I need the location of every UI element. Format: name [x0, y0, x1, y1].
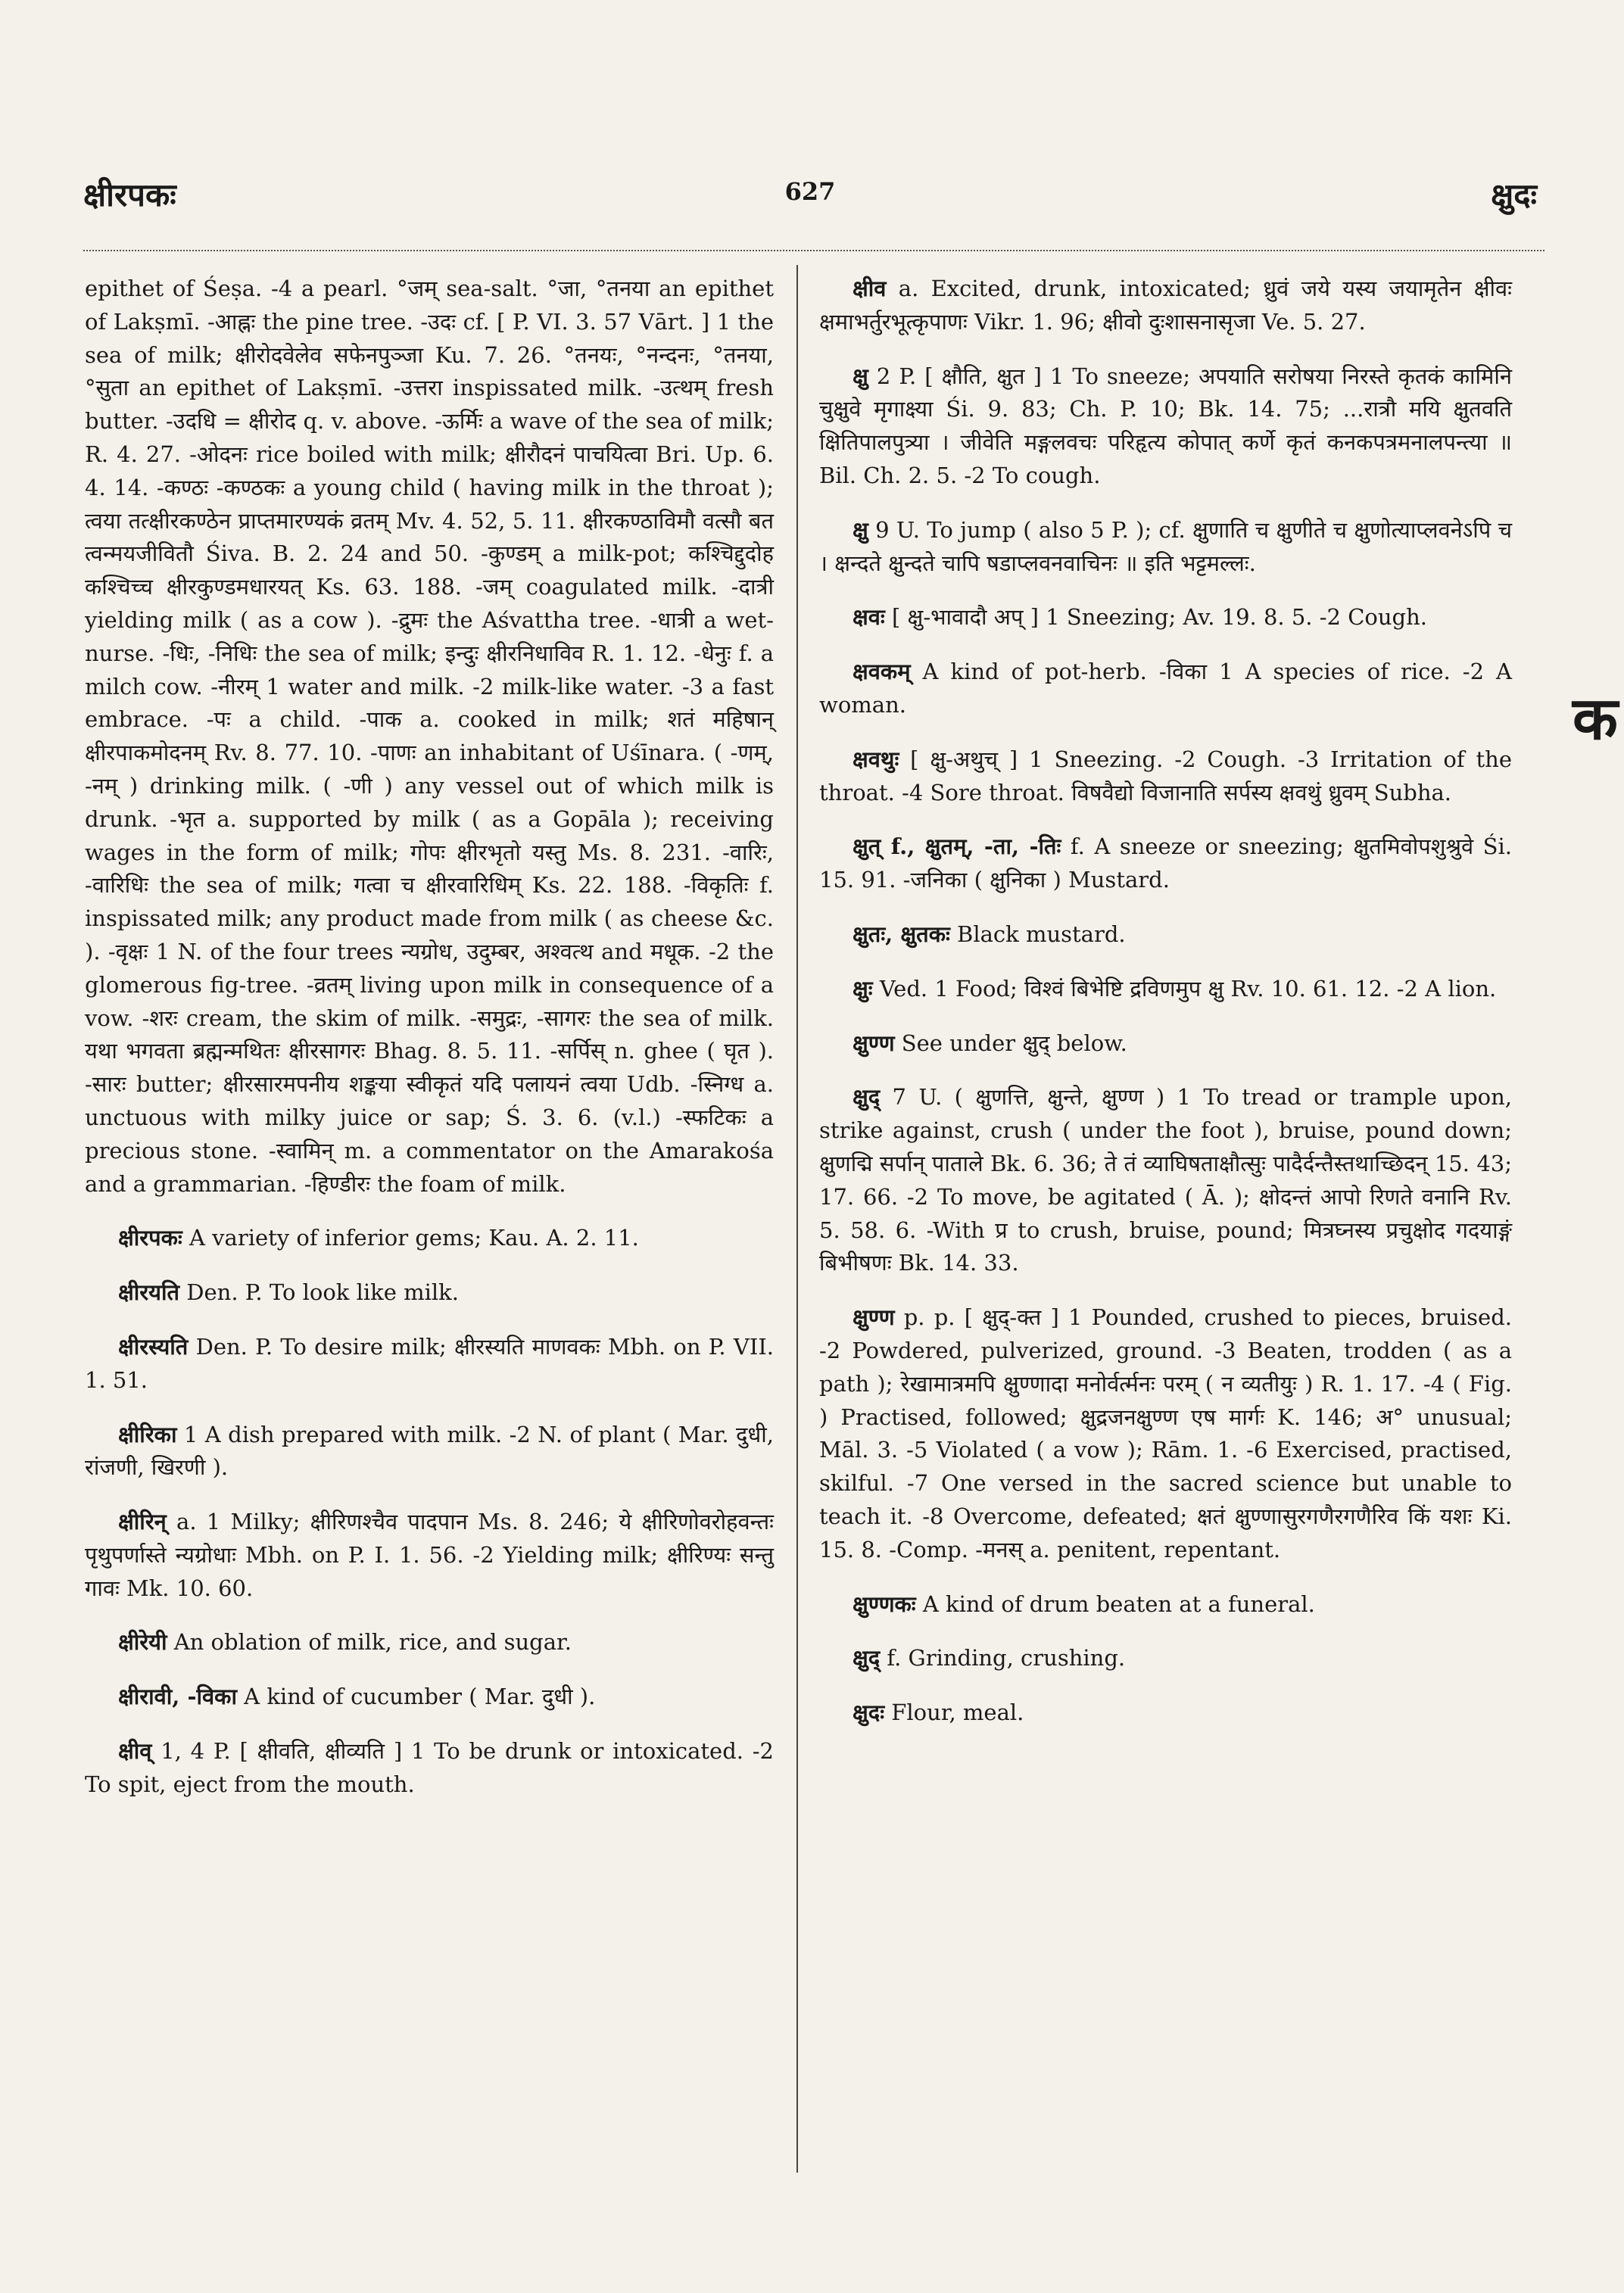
- entry-definition: See under क्षुद् below.: [894, 1030, 1127, 1056]
- entry-headword: क्षीव्: [118, 1738, 152, 1765]
- entry-definition: 1, 4 P. [ क्षीवति, क्षीव्यति ] 1 To be drunk or intoxicated. -2 To spit, eject from the mouth.: [85, 1738, 774, 1797]
- header-rule: [83, 250, 1545, 251]
- dictionary-entry: [85, 1419, 774, 1485]
- dictionary-entry: [85, 1276, 774, 1310]
- entry-headword: क्षु: [853, 516, 868, 543]
- entry-headword: क्षुद्: [853, 1084, 881, 1111]
- dictionary-entry: [819, 360, 1512, 493]
- entry-definition: 9 U. To jump ( also 5 P. ); cf. क्षुणाति च क्षुणीते च क्षुणोत्याप्लवनेऽपि च । क्षन्दते क्षुन्दते चापि षडाप्लवनवाचिनः ॥ इति भट्टमल्लः.: [819, 516, 1512, 576]
- dictionary-entry: [85, 273, 774, 1201]
- right-column: [819, 273, 1512, 1751]
- entry-headword: क्षुदः: [853, 1699, 885, 1726]
- dictionary-entry: [819, 601, 1512, 634]
- header-right-word: क्षुदः: [1491, 176, 1537, 213]
- dictionary-entry: [819, 656, 1512, 722]
- entry-headword: क्षीरिन्: [118, 1509, 167, 1535]
- entry-definition: A kind of pot-herb. -विका 1 A species of rice. -2 A woman.: [819, 659, 1512, 718]
- entry-headword: क्षीरेयी: [118, 1629, 167, 1656]
- dictionary-entry: [819, 743, 1512, 810]
- dictionary-entry: [819, 1696, 1512, 1730]
- entry-headword: क्षवः: [853, 604, 885, 631]
- entry-definition: Flour, meal.: [884, 1699, 1024, 1726]
- dictionary-entry: [819, 1081, 1512, 1280]
- dictionary-entry: [819, 1642, 1512, 1675]
- entry-headword: क्षु: [853, 363, 868, 389]
- entry-headword: क्षवथुः: [853, 746, 899, 772]
- dictionary-entry: [85, 1735, 774, 1802]
- dictionary-entry: [819, 1301, 1512, 1566]
- entry-headword: क्षुतः, क्षुतकः: [853, 921, 950, 947]
- entry-headword: क्षुण्ण: [853, 1304, 895, 1331]
- header-left-word: क्षीरपकः: [83, 176, 176, 213]
- page-number: 627: [784, 177, 836, 206]
- entry-headword: क्षवकम्: [853, 659, 911, 685]
- entry-definition: [ क्षु-भावादौ अप् ] 1 Sneezing; Av. 19. 8. 5. -2 Cough.: [884, 604, 1427, 631]
- dictionary-entry: [819, 1027, 1512, 1061]
- entry-definition: A kind of cucumber ( Mar. दुधी ).: [236, 1684, 596, 1710]
- entry-definition: f. A sneeze or sneezing; क्षुतमिवोपशुश्रुवे Śi. 15. 91. -जनिका ( क्षुनिका ) Mustard.: [819, 833, 1512, 893]
- entry-definition: Black mustard.: [949, 921, 1126, 947]
- dictionary-entry: [819, 273, 1512, 339]
- dictionary-entry: [85, 1681, 774, 1714]
- entry-definition: An oblation of milk, rice, and sugar.: [167, 1629, 572, 1656]
- entry-headword: क्षुद्: [853, 1645, 881, 1671]
- entry-headword: क्षुण्णकः: [853, 1590, 916, 1617]
- entry-definition: 7 U. ( क्षुणत्ति, क्षुन्ते, क्षुण्ण ) 1 To tread or trample upon, strike against, crush ( under the foot ), bruise, pound down; क्षुणद्मि सर्पान् पाताले Bk. 6. 36; ते तं व्याघिषताक्षौत्सुः पादैर्दन्तैस्तथाच्छिदन् 15. 43; 17. 66. -2 To move, be agitated ( Ā. ); क्षोदन्तं आपो रिणते वनानि Rv. 5. 58. 6. -With प्र to crush, bruise, pound; मित्रघ्नस्य प्रचुक्षोद गदयाङ्गं बिभीषणः Bk. 14. 33.: [819, 1084, 1512, 1276]
- dictionary-entry: [85, 1331, 774, 1397]
- dictionary-entry: [819, 918, 1512, 952]
- dictionary-entry: [819, 514, 1512, 581]
- entry-headword: क्षीव: [853, 276, 887, 301]
- entry-definition: Den. P. To look like milk.: [179, 1279, 459, 1306]
- entry-definition: [ क्षु-अथुच् ] 1 Sneezing. -2 Cough. -3 Irritation of the throat. -4 Sore throat. विषवैद्यो विजानाति सर्पस्य क्षवथुं ध्रुवम् Subha.: [819, 746, 1512, 805]
- entry-headword: क्षीरपकः: [118, 1225, 182, 1251]
- entry-headword: क्षीरस्यति: [118, 1333, 189, 1360]
- margin-thumb-tab: क: [1573, 684, 1618, 753]
- entry-headword: क्षीरावी, -विका: [118, 1684, 237, 1710]
- dictionary-entry: [819, 973, 1512, 1006]
- entry-definition: p. p. [ क्षुद्-क्त ] 1 Pounded, crushed to pieces, bruised. -2 Powdered, pulverized, ground. -3 Beaten, trodden ( as a path ); रेखामात्रमपि क्षुण्णादा मनोर्वर्त्मनः परम् ( न व्यतीयुः ) R. 1. 17. -4 ( Fig. ) Practised, followed; क्षुद्रजनक्षुण्ण एष मार्गः K. 146; अ° unusual; Māl. 3. -5 Violated ( a vow ); Rām. 1. -6 Exercised, practised, skilful. -7 One versed in the sacred science but unable to teach it. -8 Overcome, defeated; क्षतं क्षुण्णासुरगणैरगणैरिव किं यशः Ki. 15. 8. -Comp. -मनस् a. penitent, repentant.: [819, 1304, 1512, 1562]
- entry-headword: क्षीरिका: [118, 1421, 177, 1447]
- left-column: [85, 273, 774, 1823]
- dictionary-entry: [819, 830, 1512, 897]
- dictionary-entry: [819, 1588, 1512, 1622]
- entry-headword: क्षुः: [853, 975, 873, 1002]
- entry-definition: Ved. 1 Food; विश्वं बिभेष्टि द्रविणमुप क्षु Rv. 10. 61. 12. -2 A lion.: [872, 975, 1497, 1002]
- dictionary-entry: [85, 1506, 774, 1605]
- dictionary-entry: [85, 1626, 774, 1659]
- entry-definition: A kind of drum beaten at a funeral.: [915, 1590, 1315, 1617]
- entry-headword: क्षीरयति: [118, 1279, 180, 1306]
- entry-definition: a. 1 Milky; क्षीरिणश्चैव पादपान Ms. 8. 246; ये क्षीरिणोवरोहवन्तः पृथुपर्णास्ते न्यग्रोधाः Mbh. on P. I. 1. 56. -2 Yielding milk; क्षीरिण्यः सन्तु गावः Mk. 10. 60.: [85, 1509, 774, 1601]
- dictionary-entry: [85, 1222, 774, 1255]
- entry-definition: 2 P. [ क्षौति, क्षुत ] 1 To sneeze; अपयाति सरोषया निरस्ते कृतकं कामिनि चुक्षुवे मृगाक्ष्या Śi. 9. 83; Ch. P. 10; Bk. 14. 75; ...रात्रौ मयि क्षुतवति क्षितिपालपुत्र्या । जीवेति मङ्गलवचः परिहृत्य कोपात् कर्णे कृतं कनकपत्रमनालपन्त्या ॥ Bil. Ch. 2. 5. -2 To cough.: [819, 363, 1512, 488]
- entry-headword: क्षुत् f., क्षुतम्, -ता, -तिः: [853, 833, 1061, 860]
- entry-definition: Den. P. To desire milk; क्षीरस्यति माणवकः Mbh. on P. VII. 1. 51.: [85, 1333, 774, 1393]
- entry-headword: क्षुण्ण: [853, 1030, 895, 1056]
- entry-definition: A variety of inferior gems; Kau. A. 2. 11.: [182, 1225, 639, 1251]
- page-header: [83, 173, 1537, 226]
- entry-definition: epithet of Śeṣa. -4 a pearl. °जम् sea-salt. °जा, °तनया an epithet of Lakṣmī. -आह्नः the pine tree. -उदः cf. [ P. VI. 3. 57 Vārt. ] 1 the sea of milk; क्षीरोदवेलेव सफेनपुञ्जा Ku. 7. 26. °तनयः, °नन्दनः, °तनया, °सुता an epithet of Lakṣmī. -उत्तरा inspissated milk. -उत्थम् fresh butter. -उदधि = क्षीरोद q. v. above. -ऊर्मिः a wave of the sea of milk; R. 4. 27. -ओदनः rice boiled with milk; क्षीरौदनं पाचयित्वा Bri. Up. 6. 4. 14. -कण्ठः -कण्ठकः a young child ( having milk in the throat ); त्वया तत्क्षीरकण्ठेन प्राप्तमारण्यकं व्रतम् Mv. 4. 52, 5. 11. क्षीरकण्ठाविमौ वत्सौ बत त्वन्मयजीवितौ Śiva. B. 2. 24 and 50. -कुण्डम् a milk-pot; कश्चिद्दुदोह कश्चिच्च क्षीरकुण्डमधारयत् Ks. 63. 188. -जम् coagulated milk. -दात्री yielding milk ( as a cow ). -द्रुमः the Aśvattha tree. -धात्री a wet-nurse. -धिः, -निधिः the sea of milk; इन्दुः क्षीरनिधाविव R. 1. 12. -धेनुः f. a milch cow. -नीरम् 1 water and milk. -2 milk-like water. -3 a fast embrace. -पः a child. -पाक a. cooked in milk; शतं महिषान् क्षीरपाकमोदनम् Rv. 8. 77. 10. -पाणः an inhabitant of Uśīnara. ( -णम्, -नम् ) drinking milk. ( -णी ) any vessel out of which milk is drunk. -भृत a. supported by milk ( as a Gopāla ); receiving wages in the form of milk; गोपः क्षीरभृतो यस्तु Ms. 8. 231. -वारिः, -वारिधिः the sea of milk; गत्वा च क्षीरवारिधिम् Ks. 22. 188. -विकृतिः f. inspissated milk; any product made from milk ( as cheese &c. ). -वृक्षः 1 N. of the four trees न्यग्रोध, उदुम्बर, अश्वत्थ and मधूक. -2 the glomerous fig-tree. -व्रतम् living upon milk in consequence of a vow. -शरः cream, the skim of milk. -समुद्रः, -सागरः the sea of milk. यथा भगवता ब्रह्मन्मथितः क्षीरसागरः Bhag. 8. 5. 11. -सर्पिस् n. ghee ( घृत ). -सारः butter; क्षीरसारमपनीय शङ्कया स्वीकृतं यदि पलायनं त्वया Udb. -स्निग्ध a. unctuous with milky juice or sap; Ś. 3. 6. (v.l.) -स्फटिकः a precious stone. -स्वामिन् m. a commentator on the Amarakośa and a grammarian. -हिण्डीरः the foam of milk.: [85, 276, 774, 1197]
- entry-definition: f. Grinding, crushing.: [880, 1645, 1126, 1671]
- entry-definition: 1 A dish prepared with milk. -2 N. of plant ( Mar. दुधी, रांजणी, खिरणी ).: [85, 1421, 774, 1481]
- entry-definition: a. Excited, drunk, intoxicated; ध्रुवं जये यस्य जयामृतेन क्षीवः क्षमाभर्तुरभूत्कृपाणः Vikr. 1. 96; क्षीवो दुःशासनासृजा Ve. 5. 27.: [819, 276, 1512, 335]
- column-divider: [796, 265, 798, 2173]
